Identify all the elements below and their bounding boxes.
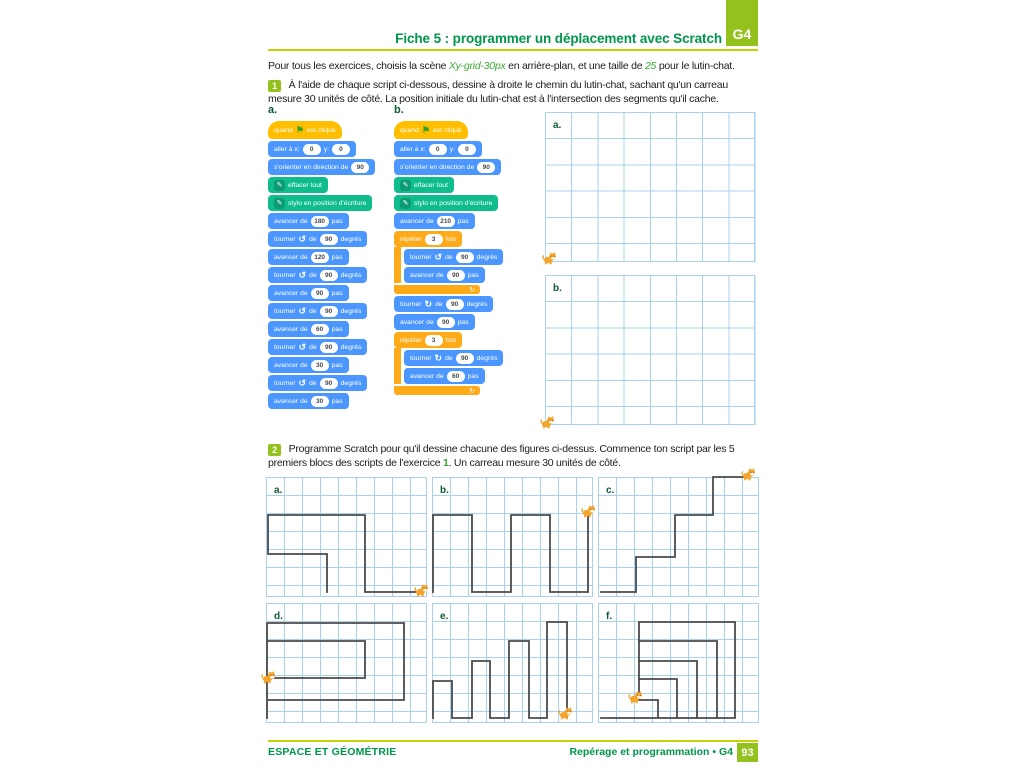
- block-text: pas: [331, 325, 343, 333]
- turn-left-icon: ↺: [298, 269, 307, 280]
- block-text: avancer de: [274, 289, 308, 297]
- scratch-motion-block: [268, 285, 349, 301]
- block-text: degrés: [340, 307, 362, 315]
- grid-ex2-e: [432, 603, 593, 723]
- block-text: degrés: [340, 343, 362, 351]
- block-text: degrés: [466, 300, 488, 308]
- grid-ex2-b: [432, 477, 593, 597]
- pen-icon: ✎: [400, 180, 411, 191]
- footer-rule: [268, 740, 758, 742]
- block-text: pas: [457, 318, 469, 326]
- cat-sprite-icon: [742, 468, 755, 480]
- cat-sprite-icon: [559, 707, 572, 719]
- block-text: fois: [445, 235, 457, 243]
- block-text: degrés: [340, 271, 362, 279]
- text-segment: mesure 30 unités de côté. La position initiale du lutin-chat est à l'intersection des segments qu'il cache.: [268, 92, 719, 105]
- scratch-motion-block: [268, 393, 349, 409]
- scratch-motion-block: [394, 314, 475, 330]
- block-text: tourner: [274, 235, 296, 243]
- repeat-end-bar: [394, 386, 480, 395]
- cat-sprite-icon: [582, 505, 595, 517]
- block-text: stylo en position d'écriture: [288, 199, 367, 207]
- scratch-script-a: [268, 121, 375, 411]
- scratch-motion-block: [268, 357, 349, 373]
- figure-path: [267, 623, 404, 718]
- block-value: 90: [456, 353, 474, 364]
- scratch-motion-block: [404, 368, 485, 384]
- block-value: 90: [320, 234, 338, 245]
- text-line: [268, 79, 728, 93]
- block-text: pas: [467, 271, 479, 279]
- block-value: 60: [311, 324, 329, 335]
- block-text: s'orienter en direction de: [400, 163, 475, 171]
- block-value: 60: [447, 371, 465, 382]
- scratch-motion-block: [404, 350, 503, 366]
- intro-text: [268, 60, 735, 74]
- block-text: avancer de: [274, 397, 308, 405]
- turn-right-icon: ↻: [424, 298, 433, 309]
- block-text: y:: [323, 145, 329, 153]
- block-text: pas: [331, 289, 343, 297]
- block-text: avancer de: [400, 217, 434, 225]
- text-line: [268, 93, 728, 107]
- loop-arrow-icon: ↻: [469, 387, 475, 395]
- block-value: 90: [446, 299, 464, 310]
- block-value: 3: [425, 335, 443, 346]
- block-text: tourner: [274, 307, 296, 315]
- grid-ex2-f: [598, 603, 759, 723]
- block-text: tourner: [274, 343, 296, 351]
- block-text: de: [445, 354, 453, 362]
- repeat-header-block: [394, 332, 462, 348]
- turn-left-icon: ↺: [298, 233, 307, 244]
- block-value: 90: [447, 270, 465, 281]
- grid-label: a.: [274, 485, 283, 496]
- block-value: 30: [311, 360, 329, 371]
- scratch-motion-block: [394, 213, 475, 229]
- block-text: de: [309, 235, 317, 243]
- block-text: de: [435, 300, 443, 308]
- repeat-header-block: [394, 231, 462, 247]
- block-text: de: [309, 379, 317, 387]
- scratch-hat-block: [268, 121, 342, 139]
- pen-icon: ✎: [274, 198, 285, 209]
- text-line: [268, 443, 734, 457]
- exercise-number-badge: 2: [268, 444, 281, 456]
- block-text: degrés: [340, 235, 362, 243]
- grid-ex1-b: [545, 275, 755, 425]
- block-text: avancer de: [410, 271, 444, 279]
- figure-path: [268, 515, 421, 592]
- block-text: avancer de: [410, 372, 444, 380]
- block-text: est cliqué: [306, 126, 336, 134]
- block-text: quand: [400, 126, 419, 134]
- exercise2-text: [268, 443, 734, 470]
- block-value: 180: [311, 216, 329, 227]
- pen-icon: ✎: [274, 180, 285, 191]
- text-segment: Xy-grid-30px: [448, 60, 506, 72]
- scratch-motion-block: [268, 141, 356, 157]
- block-value: 90: [320, 378, 338, 389]
- text-segment: Pour tous les exercices, choisis la scène: [268, 60, 449, 72]
- figure-path: [433, 515, 588, 592]
- scratch-motion-block: [268, 321, 349, 337]
- repeat-body: [394, 348, 503, 384]
- text-segment: pour le lutin-chat.: [656, 60, 735, 72]
- text-segment: premiers blocs des scripts de l'exercice: [268, 456, 443, 469]
- text-segment: 1: [443, 456, 449, 469]
- grid-label: e.: [440, 611, 449, 622]
- block-text: aller à x:: [400, 145, 426, 153]
- block-value: 90: [320, 342, 338, 353]
- grid-label: d.: [274, 611, 283, 622]
- repeat-end-bar: [394, 285, 480, 294]
- block-text: pas: [457, 217, 469, 225]
- block-value: 0: [332, 144, 350, 155]
- script-a-label: a.: [268, 104, 278, 116]
- figure-path: [601, 622, 735, 718]
- page-title: Fiche 5 : programmer un déplacement avec Scratch: [395, 31, 722, 46]
- block-text: degrés: [340, 379, 362, 387]
- block-text: de: [309, 307, 317, 315]
- g4-badge: G4: [726, 0, 758, 46]
- block-value: 210: [437, 216, 455, 227]
- block-text: pas: [467, 372, 479, 380]
- grid-ex2-a: [266, 477, 427, 597]
- block-value: 0: [429, 144, 447, 155]
- block-text: degrés: [476, 354, 498, 362]
- block-value: 3: [425, 234, 443, 245]
- scratch-script-b: [394, 121, 503, 397]
- turn-left-icon: ↺: [434, 251, 443, 262]
- scratch-pen-block: [394, 177, 454, 193]
- turn-left-icon: ↺: [298, 305, 307, 316]
- grid-label: b.: [440, 485, 449, 496]
- header-rule: [268, 49, 758, 51]
- text-segment: . Un carreau mesure 30 unités de côté.: [448, 456, 621, 469]
- block-text: avancer de: [274, 253, 308, 261]
- figure-path: [433, 622, 567, 718]
- block-text: quand: [274, 126, 293, 134]
- grid-label: a.: [553, 120, 562, 131]
- scratch-pen-block: [268, 195, 372, 211]
- text-segment: 25: [644, 60, 657, 72]
- block-text: pas: [331, 397, 343, 405]
- block-text: effacer tout: [414, 181, 448, 189]
- block-text: répéter: [400, 336, 422, 344]
- footer-domain-label: ESPACE ET GÉOMÉTRIE: [268, 746, 397, 758]
- block-text: fois: [445, 336, 457, 344]
- grid-label: c.: [606, 485, 615, 496]
- block-text: tourner: [410, 354, 432, 362]
- scratch-pen-block: [268, 177, 328, 193]
- scratch-motion-block: [268, 339, 367, 355]
- text-line: [268, 457, 734, 471]
- block-text: avancer de: [274, 217, 308, 225]
- script-b-label: b.: [394, 104, 404, 116]
- text-segment: À l'aide de chaque script ci-dessous, dessine à droite le chemin du lutin-chat, sachant qu'un carreau: [286, 79, 728, 91]
- block-value: 90: [456, 252, 474, 263]
- loop-arrow-icon: ↻: [469, 286, 475, 294]
- turn-right-icon: ↻: [434, 352, 443, 363]
- scratch-motion-block: [404, 267, 485, 283]
- block-value: 0: [458, 144, 476, 155]
- block-text: tourner: [410, 253, 432, 261]
- footer-chapter-label: Repérage et programmation • G4: [569, 746, 733, 758]
- grid-ex2-c: [598, 477, 759, 597]
- block-text: avancer de: [274, 361, 308, 369]
- block-text: effacer tout: [288, 181, 322, 189]
- exercise1-text: [268, 79, 728, 106]
- text-segment: Programme Scratch pour qu'il dessine chacune des figures ci-dessus. Commence ton script par les 5: [286, 443, 735, 455]
- repeat-body: [394, 247, 503, 283]
- exercise-number-badge: 1: [268, 80, 281, 92]
- grid-label: b.: [553, 283, 562, 294]
- block-text: tourner: [274, 379, 296, 387]
- block-text: pas: [331, 253, 343, 261]
- pen-icon: ✎: [400, 198, 411, 209]
- turn-left-icon: ↺: [298, 377, 307, 388]
- block-text: de: [309, 271, 317, 279]
- cat-sprite-icon: [262, 671, 275, 683]
- block-text: s'orienter en direction de: [274, 163, 349, 171]
- block-value: 90: [320, 270, 338, 281]
- block-value: 90: [477, 162, 495, 173]
- block-value: 90: [437, 317, 455, 328]
- block-text: tourner: [274, 271, 296, 279]
- scratch-motion-block: [268, 303, 367, 319]
- block-text: aller à x:: [274, 145, 300, 153]
- text-line: [268, 60, 735, 74]
- block-value: 30: [311, 396, 329, 407]
- block-value: 90: [320, 306, 338, 317]
- block-text: pas: [331, 217, 343, 225]
- block-text: est cliqué: [432, 126, 462, 134]
- figure-path: [267, 641, 365, 678]
- block-text: stylo en position d'écriture: [414, 199, 493, 207]
- block-text: y:: [449, 145, 455, 153]
- scratch-repeat-block: [394, 231, 503, 294]
- grid-label: f.: [606, 611, 613, 622]
- block-text: avancer de: [274, 325, 308, 333]
- block-text: degrés: [476, 253, 498, 261]
- green-flag-icon: ⚑: [421, 124, 430, 135]
- cat-sprite-icon: [543, 252, 556, 264]
- scratch-motion-block: [394, 296, 493, 312]
- scratch-repeat-block: [394, 332, 503, 395]
- block-text: de: [445, 253, 453, 261]
- scratch-motion-block: [394, 141, 482, 157]
- text-segment: en arrière-plan, et une taille de: [505, 60, 645, 72]
- scratch-motion-block: [394, 159, 501, 175]
- grid-ex1-a: [545, 112, 755, 262]
- block-value: 120: [311, 252, 329, 263]
- scratch-motion-block: [268, 249, 349, 265]
- scratch-motion-block: [268, 267, 367, 283]
- scratch-motion-block: [404, 249, 503, 265]
- scratch-motion-block: [268, 231, 367, 247]
- grid-ex2-d: [266, 603, 427, 723]
- scratch-hat-block: [394, 121, 468, 139]
- block-text: avancer de: [400, 318, 434, 326]
- scratch-motion-block: [268, 213, 349, 229]
- green-flag-icon: ⚑: [295, 124, 304, 135]
- block-text: pas: [331, 361, 343, 369]
- scratch-motion-block: [268, 375, 367, 391]
- block-value: 90: [351, 162, 369, 173]
- page-number-badge: 93: [737, 743, 758, 762]
- scratch-pen-block: [394, 195, 498, 211]
- block-value: 0: [303, 144, 321, 155]
- cat-sprite-icon: [541, 416, 554, 428]
- turn-left-icon: ↺: [298, 341, 307, 352]
- scratch-motion-block: [268, 159, 375, 175]
- block-text: de: [309, 343, 317, 351]
- block-text: répéter: [400, 235, 422, 243]
- block-text: tourner: [400, 300, 422, 308]
- block-value: 90: [311, 288, 329, 299]
